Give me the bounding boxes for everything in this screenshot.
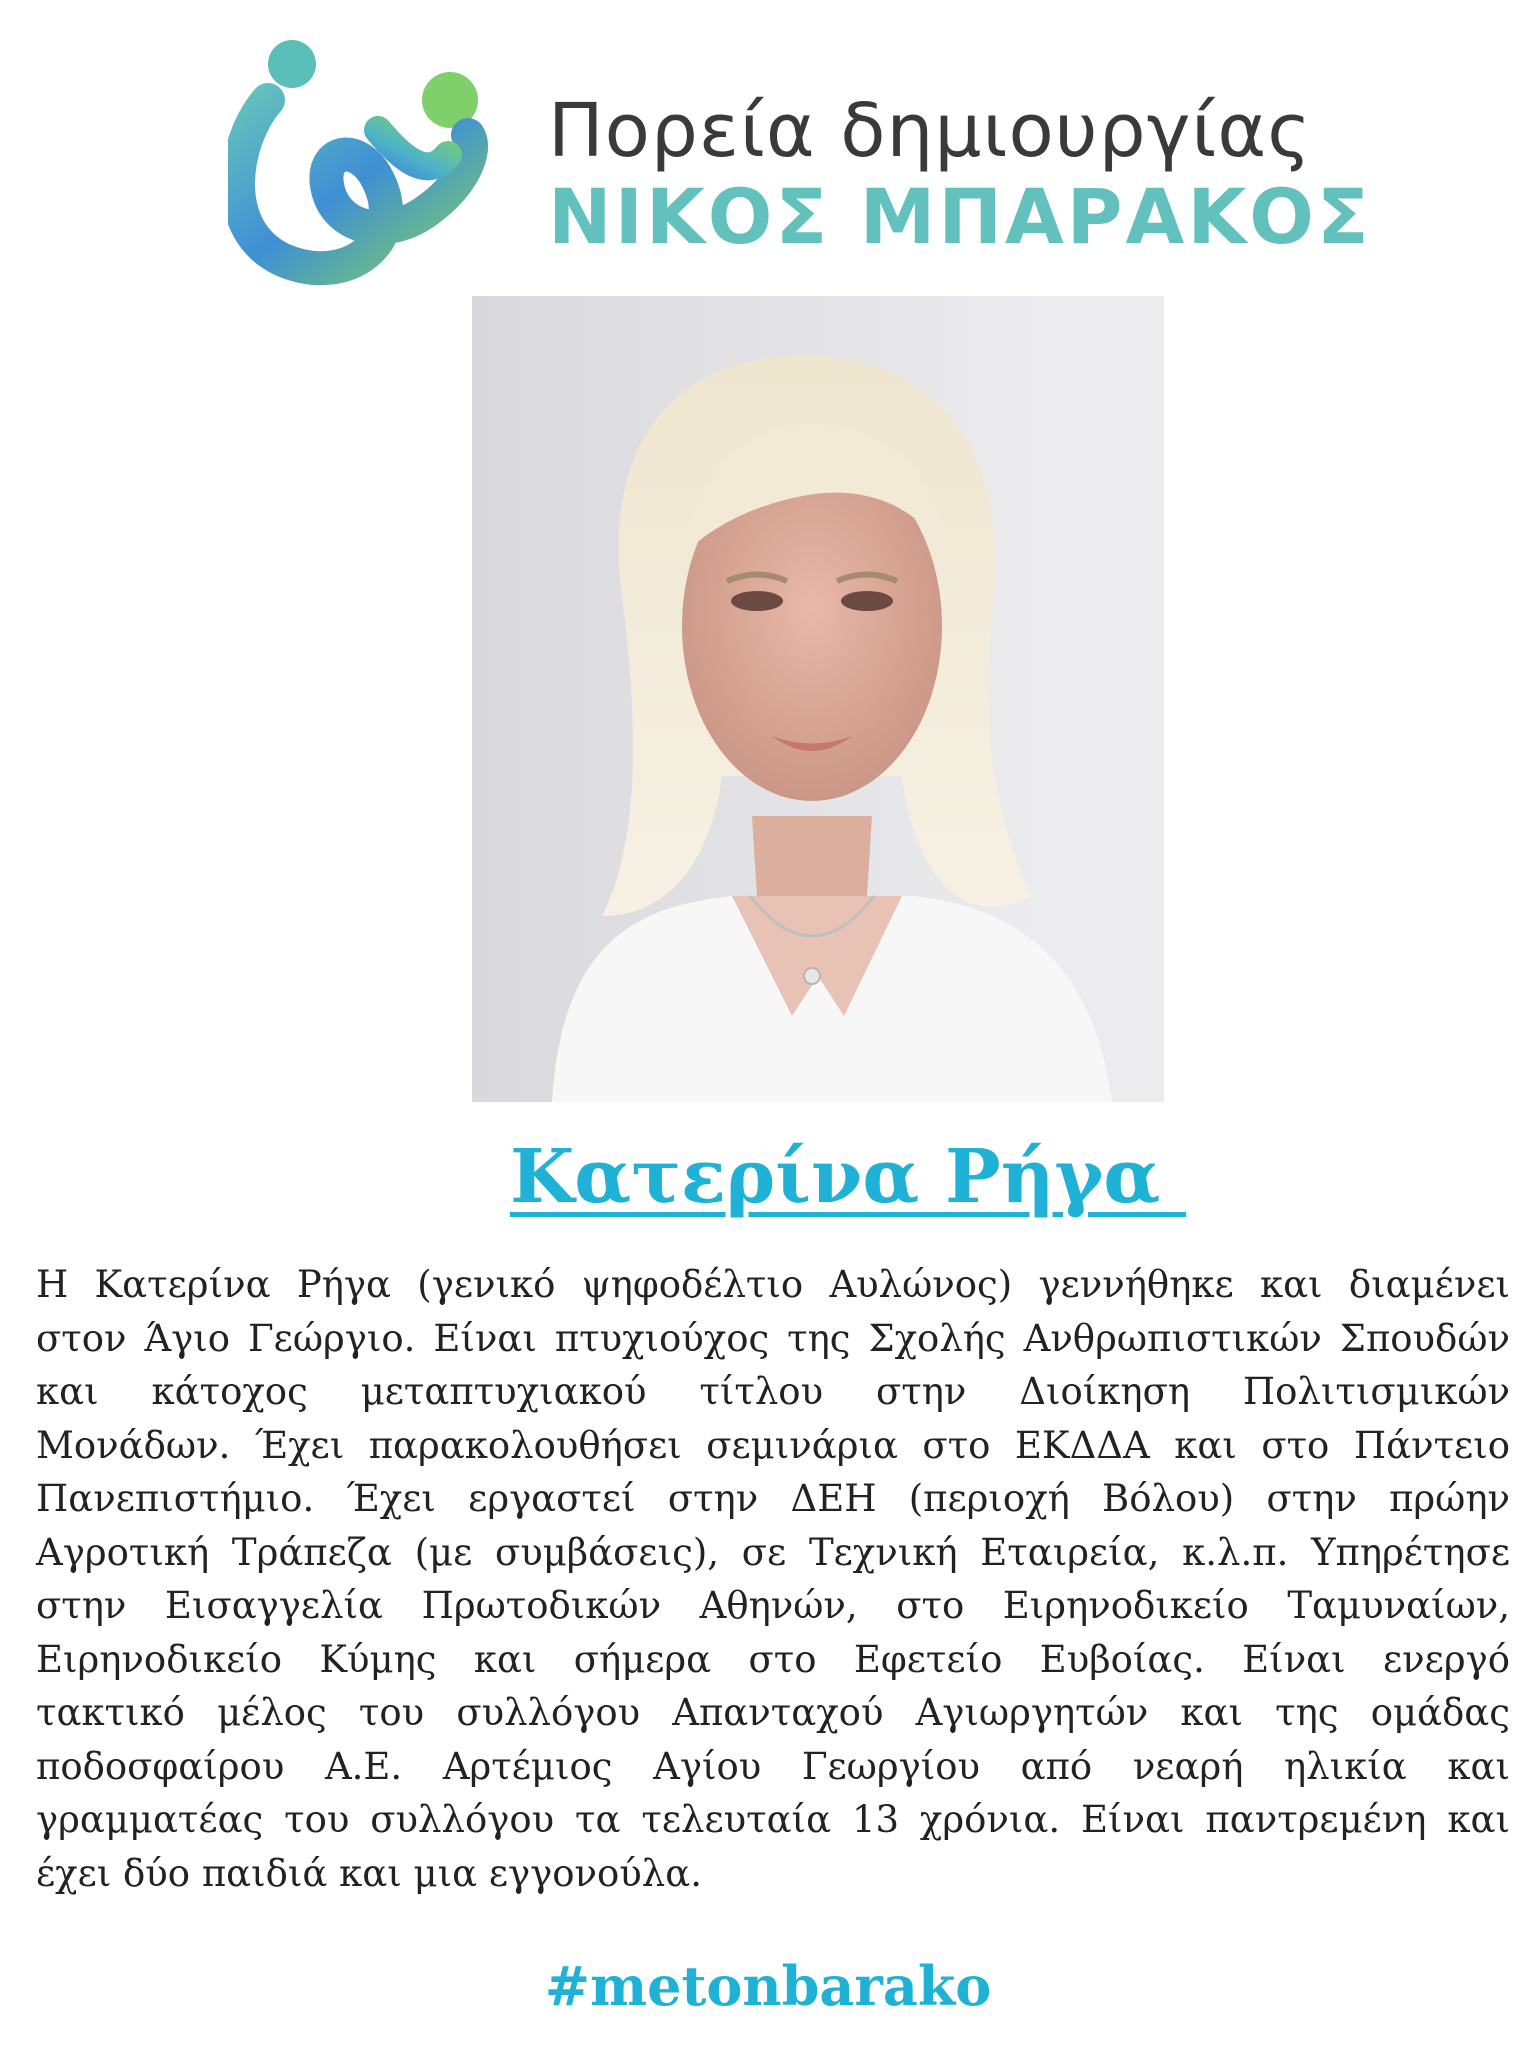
portrait-illustration [472,296,1164,1102]
biography [36,1258,1510,1900]
bio-line: τακτικό μέλος του συλλόγου Απανταχού Αγιωργητών και της ομάδας [36,1691,1510,1734]
logo-mark [228,40,508,290]
bio-line: έχει δύο παιδιά και μια εγγονούλα. [36,1851,702,1895]
brand-name: ΝΙΚΟΣ ΜΠΑΡΑΚΟΣ [548,172,1372,261]
bio-line: στον Άγιο Γεώργιο. Είναι πτυχιούχος της Σχολής Ανθρωπιστικών Σπουδών [36,1316,1510,1360]
bio-line: Η Κατερίνα Ρήγα (γενικό ψηφοδέλτιο Αυλώνος) γεννήθηκε και διαμένει [36,1263,1510,1306]
bio-line: και κάτοχος μεταπτυχιακού τίτλου στην Διοίκηση Πολιτισμικών [36,1370,1510,1413]
bio-line: γραμματέας του συλλόγου τα τελευταία 13 χρόνια. Είναι παντρεμένη και [36,1798,1510,1841]
bio-line: Ειρηνοδικείο Κύμης και σήμερα στο Εφετείο Ευβοίας. Είναι ενεργό [36,1637,1510,1681]
bio-line: Μονάδων. Έχει παρακολουθήσει σεμινάρια στο ΕΚΔΔΑ και στο Πάντειο [36,1423,1510,1467]
bio-line: ποδοσφαίρου Α.Ε. Αρτέμιος Αγίου Γεωργίου από νεαρή ηλικία και [36,1744,1510,1788]
bio-line: στην Εισαγγελία Πρωτοδικών Αθηνών, στο Ειρηνοδικείο Ταμυναίων, [36,1584,1510,1627]
person-name: Κατερίνα Ρήγα [509,1134,1187,1220]
hashtag[interactable]: #metonbarako [544,1954,992,2018]
bio-line: Αγροτική Τράπεζα (με συμβάσεις), σε Τεχνική Εταιρεία, κ.λ.π. Υπηρέτησε [36,1530,1510,1574]
bio-line: Πανεπιστήμιο. Έχει εργαστεί στην ΔΕΗ (περιοχή Βόλου) στην πρώην [36,1477,1510,1520]
portrait-photo [472,296,1164,1102]
header [0,0,1536,300]
brand-tagline: Πορεία δημιουργίας [548,88,1312,174]
